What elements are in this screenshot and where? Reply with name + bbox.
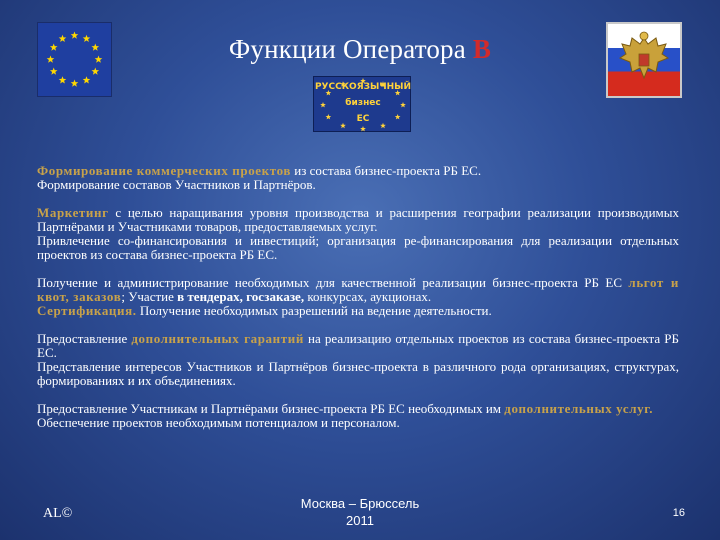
footer-location: Москва – Брюссель [300, 496, 420, 511]
footer-year: 2011 [346, 513, 374, 528]
double-headed-eagle-icon [608, 24, 680, 96]
paragraph-2: Формирование составов Участников и Партнёров. [37, 177, 316, 192]
paragraph-8: Представление интересов Участников и Партнёров бизнес-проекта в различного рода организациях, структурах, формированиях и их объединениях. [37, 359, 679, 388]
bold-tenders: в тендерах, госзаказе, [177, 289, 305, 304]
star-icon [83, 76, 91, 83]
badge-line-3: ЕС [356, 114, 370, 124]
paragraph-4: Привлечение со-финансирования и инвестиций; организация ре-финансирования для реализации отдельных проектов из состава бизнес-проекта РБ ЕС. [37, 233, 679, 262]
paragraph-5: Получение и администрирование необходимых для качественной реализации бизнес-проекта РБ ЕС льгот и квот, заказов; Участие в тендерах, госзаказе, конкурсах, аукционах. [37, 275, 679, 304]
star-icon [360, 126, 366, 131]
russian-business-eu-badge [313, 76, 411, 132]
paragraph-7: Предоставление дополнительных гарантий на реализацию отдельных проектов из состава бизнес-проекта РБ ЕС. [37, 331, 679, 360]
paragraph-3: Маркетинг с целью наращивания уровня производства и расширения географии реализации производимых Партнёрами и Участниками товаров, предоставляемых услуг. [37, 205, 679, 234]
badge-line-1: РУССКОЯЗЫЧНЫЙ [314, 82, 412, 92]
star-icon [50, 68, 58, 75]
highlight-marketing: Маркетинг [37, 205, 109, 220]
title-accent: В [472, 34, 492, 64]
paragraph-6: Сертификация. Получение необходимых разрешений на ведение деятельности. [37, 303, 492, 318]
paragraph-1: Формирование коммерческих проектов из состава бизнес-проекта РБ ЕС. [37, 163, 482, 178]
page-number: 16 [672, 507, 685, 519]
star-icon [71, 80, 79, 87]
highlight-certification: Сертификация. [37, 303, 137, 318]
highlight-additional-services: дополнительных услуг. [504, 401, 654, 416]
highlight-guarantees: дополнительных гарантий [131, 331, 304, 346]
paragraph-9: Предоставление Участникам и Партнёрами бизнес-проекта РБ ЕС необходимых им дополнительных услуг. [37, 401, 654, 416]
highlight-benefits: льгот и квот, заказов [37, 275, 679, 304]
badge-line-2: бизнес [345, 98, 381, 108]
title-main: Функции Оператора [228, 34, 466, 64]
star-icon [91, 68, 99, 75]
star-icon [59, 76, 67, 83]
footer-copyright: AL© [43, 506, 73, 521]
footer-location-year [280, 495, 440, 529]
functions-list [37, 164, 679, 430]
paragraph-10: Обеспечение проектов необходимым потенциалом и персоналом. [37, 415, 400, 430]
russian-emblem-logo [606, 22, 682, 98]
highlight-commercial-projects: Формирование коммерческих проектов [37, 163, 291, 178]
